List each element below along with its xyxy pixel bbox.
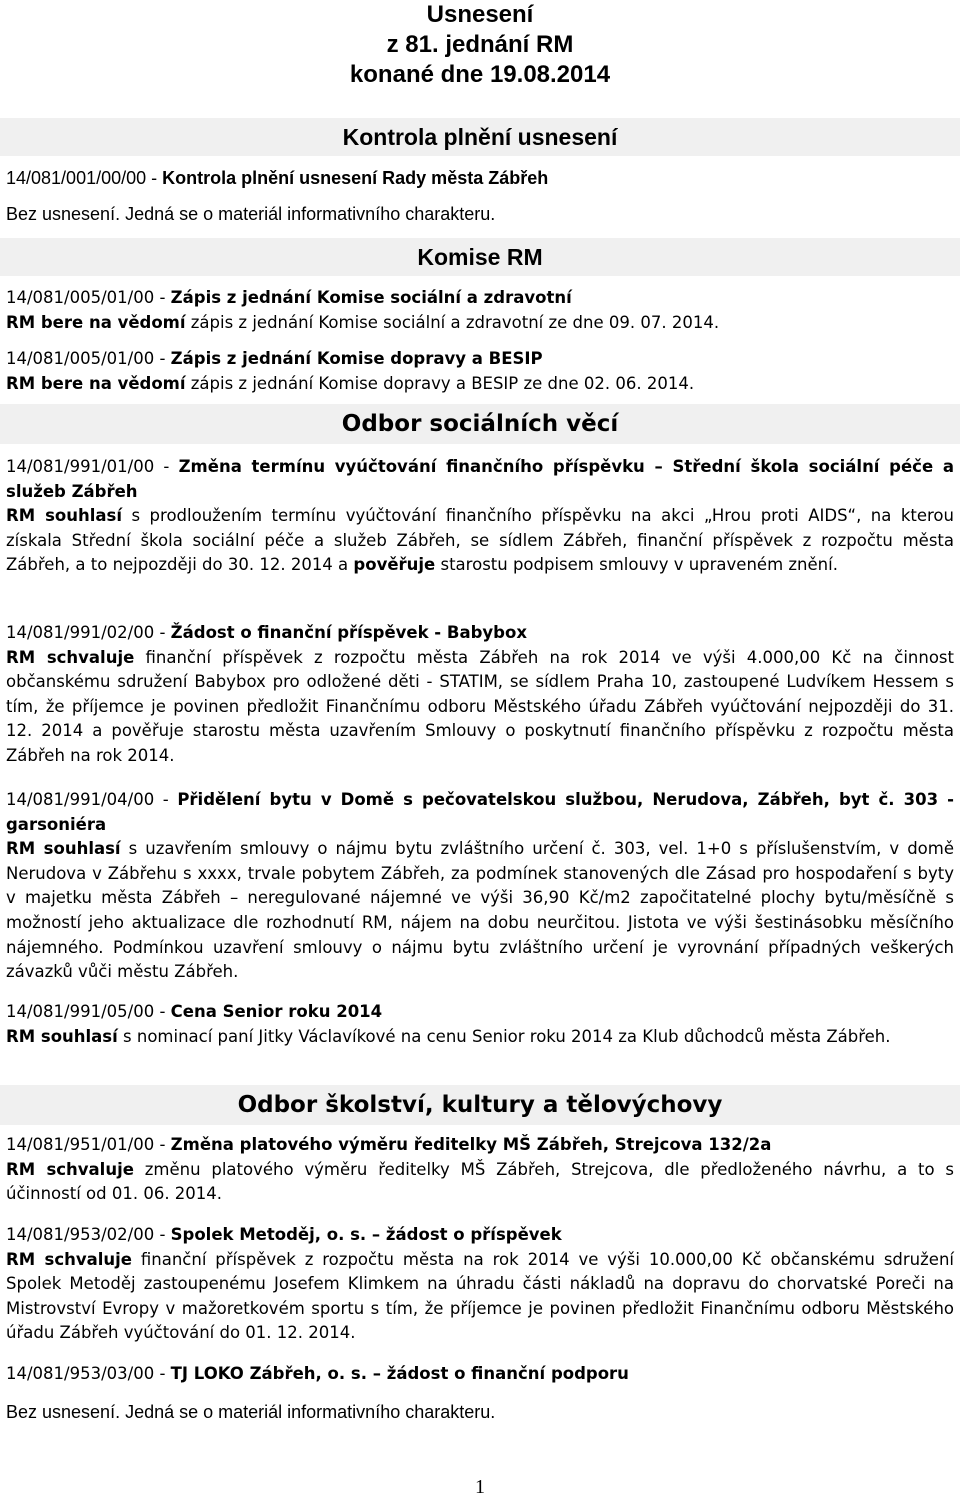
resolution-text: Bez usnesení. Jedná se o materiál informativního charakteru. <box>6 1402 496 1422</box>
resolution-item <box>6 166 954 191</box>
resolution-code: 14/081/005/01/00 - <box>6 288 171 307</box>
resolution-item <box>6 1000 954 1049</box>
resolution-title: Spolek Metoděj, o. s. – žádost o příspěvek <box>170 1225 562 1244</box>
section-heading-komise: Komise RM <box>0 238 960 276</box>
resolution-text: starostu podpisem smlouvy v upraveném znění. <box>435 555 838 575</box>
resolution-code: 14/081/991/01/00 - <box>6 457 179 476</box>
resolution-text: finanční příspěvek z rozpočtu města na rok 2014 ve výši 10.000,00 Kč občanskému sdružení Spolek Metoděj zastoupenému Josefem Klimkem na úhradu části nákladů na dopravu do chorvatské Poreči na Mistrovství Evropy v mažoretkovém sportu s tím, že příjemce je povinen předložit Finančnímu odboru Městského úřadu Zábřeh vyúčtování do 01. 12. 2014. <box>6 1249 954 1343</box>
resolution-text: zápis z jednání Komise dopravy a BESIP ze dne 02. 06. 2014. <box>185 373 695 393</box>
resolution-text: s uzavřením smlouvy o nájmu bytu zvláštního určení č. 303, vel. 1+0 s příslušenstvím, v domě Nerudova v Zábřehu s xxxx, trvale pobytem Zábřeh, za podmínek stanovených dle Zásad pro hospodaření s byty v majetku města Zábřeh – neregulované nájemné ve výši 36,90 Kč/m2 započitatelné plochy bytu/měsíčně s možností jeho aktualizace dle rozhodnutí RM, nájem na dobu neurčitou. Jistota ve výši šestinásobku měsíčního nájemného. Podmínkou uzavření smlouvy o nájmu bytu zvláštního určení je vyrovnání případných veškerých závazků vůči městu Zábřeh. <box>6 839 954 982</box>
resolution-item <box>6 788 954 985</box>
resolution-code: 14/081/001/00/00 - <box>6 168 163 188</box>
resolution-item <box>6 455 954 578</box>
resolution-text: s prodloužením termínu vyúčtování finančního příspěvku na akci „Hrou proti AIDS“, na kterou získala Střední škola sociální péče a služeb Zábřeh, se sídlem Zábřeh, finanční příspěvek z rozpočtu města Zábřeh, a to nejpozději do 30. 12. 2014 a <box>6 506 954 575</box>
resolution-title: Změna termínu vyúčtování finančního příspěvku – Střední škola sociální péče a služeb Zábřeh <box>6 457 954 501</box>
section-heading-skolstvi: Odbor školství, kultury a tělovýchovy <box>0 1085 960 1125</box>
resolution-lead: RM souhlasí <box>6 839 121 859</box>
resolution-text: s nominací paní Jitky Václavíkové na cenu Senior roku 2014 za Klub důchodců města Zábřeh. <box>117 1026 891 1046</box>
doc-date: konané dne 19.08.2014 <box>349 61 611 88</box>
doc-subtitle: z 81. jednání RM <box>386 31 574 58</box>
resolution-lead: RM souhlasí <box>6 1026 118 1046</box>
resolution-bold: pověřuje <box>353 555 436 575</box>
resolution-item <box>6 347 954 396</box>
section-heading-socialni: Odbor sociálních věcí <box>0 404 960 444</box>
resolution-item <box>6 621 954 769</box>
resolution-item <box>6 1223 954 1346</box>
resolution-code: 14/081/991/04/00 - <box>6 790 178 809</box>
resolution-item <box>6 286 954 335</box>
resolution-lead: RM schvaluje <box>6 647 135 667</box>
resolution-lead: RM bere na vědomí <box>6 373 186 393</box>
resolution-text: Bez usnesení. Jedná se o materiál informativního charakteru. <box>6 204 496 224</box>
resolution-code: 14/081/953/03/00 - <box>6 1364 171 1383</box>
resolution-item <box>6 1133 954 1207</box>
resolution-code: 14/081/991/02/00 - <box>6 623 171 642</box>
resolution-text: změnu platového výměru ředitelky MŠ Zábřeh, Strejcova, dle předloženého návrhu, a to s účinností od 01. 06. 2014. <box>6 1159 954 1204</box>
resolution-title: Cena Senior roku 2014 <box>170 1002 383 1021</box>
resolution-text: finanční příspěvek z rozpočtu města Zábřeh na rok 2014 ve výši 4.000,00 Kč na činnost občanskému sdružení Babybox pro odložené děti - STATIM, se sídlem Praha 10, zastoupené Ludvíkem Hessem s tím, že příjemce je povinen předložit Finančnímu odboru Městského úřadu Zábřeh vyúčtování nejpozději do 31. 12. 2014 a pověřuje starostu města uzavřením Smlouvy o poskytnutí finančního příspěvku z rozpočtu města Zábřeh na rok 2014. <box>6 647 954 765</box>
resolution-title: Přidělení bytu v Domě s pečovatelskou službou, Nerudova, Zábřeh, byt č. 303 - garsoniéra <box>6 790 954 834</box>
resolution-code: 14/081/953/02/00 - <box>6 1225 171 1244</box>
resolution-title: TJ LOKO Zábřeh, o. s. – žádost o finanční podporu <box>170 1364 629 1383</box>
resolution-code: 14/081/991/05/00 - <box>6 1002 171 1021</box>
doc-title: Usnesení <box>426 1 534 28</box>
resolution-title: Zápis z jednání Komise sociální a zdravotní <box>170 288 572 307</box>
page-number: 1 <box>475 1476 485 1498</box>
resolution-title: Změna platového výměru ředitelky MŠ Zábřeh, Strejcova 132/2a <box>170 1135 772 1154</box>
resolution-title: Žádost o finanční příspěvek - Babybox <box>170 623 527 642</box>
resolution-code: 14/081/951/01/00 - <box>6 1135 171 1154</box>
resolution-lead: RM bere na vědomí <box>6 312 186 332</box>
resolution-lead: RM schvaluje <box>6 1159 134 1179</box>
resolution-lead: RM schvaluje <box>6 1249 132 1269</box>
section-heading-kontrola: Kontrola plnění usnesení <box>0 118 960 156</box>
resolution-item <box>6 1362 954 1387</box>
resolution-lead: RM souhlasí <box>6 506 123 526</box>
resolution-title: Zápis z jednání Komise dopravy a BESIP <box>170 349 543 368</box>
resolution-title: Kontrola plnění usnesení Rady města Zábřeh <box>162 168 549 188</box>
resolution-code: 14/081/005/01/00 - <box>6 349 171 368</box>
resolution-text: zápis z jednání Komise sociální a zdravotní ze dne 09. 07. 2014. <box>185 312 720 332</box>
